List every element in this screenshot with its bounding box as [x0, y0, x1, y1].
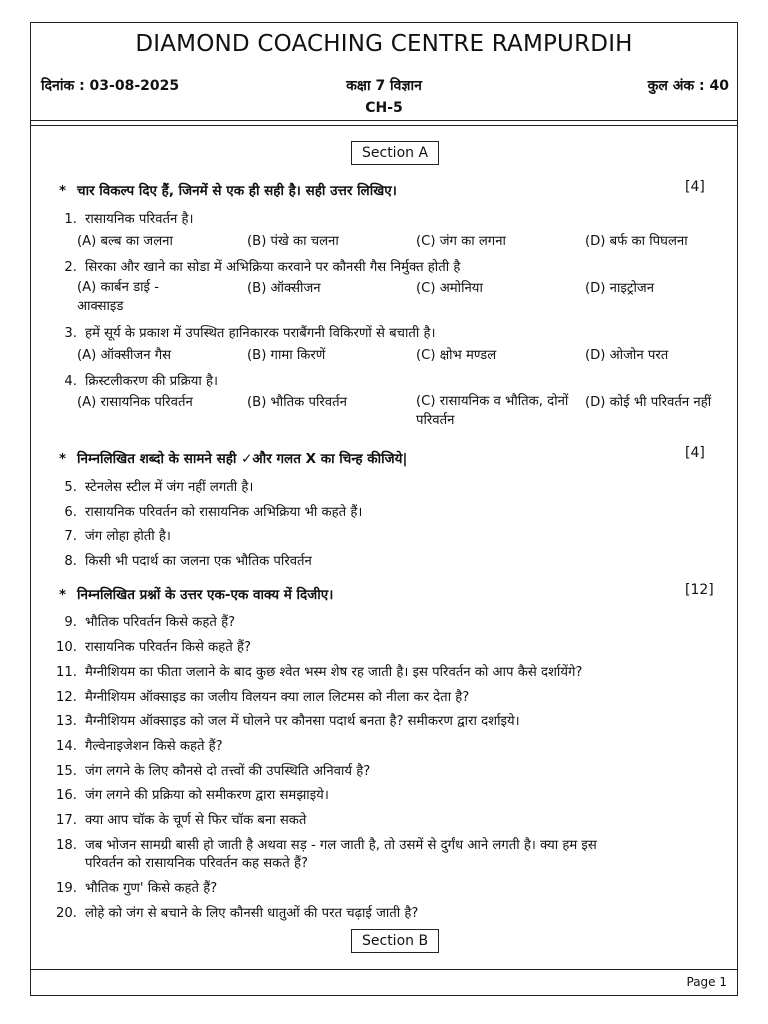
question-text: भौतिक परिवर्तन किसे कहते हैं? [85, 615, 236, 630]
instruction-short-answer [59, 585, 333, 603]
question-text: सिरका और खाने का सोडा में अभिक्रिया करवाने पर कौनसी गैस निर्मुक्त होती है [85, 260, 461, 275]
question-6 [49, 502, 362, 520]
question-number: 2. [64, 260, 77, 275]
question-number: 3. [64, 326, 77, 341]
question-12 [49, 687, 469, 705]
section-a-label: Section A [351, 141, 439, 165]
question-text: मैग्नीशियम का फीता जलाने के बाद कुछ श्वेत भस्म शेष रह जाती है। इस परिवर्तन को आप कैसे दर्शायेंगे? [85, 665, 583, 680]
question-18-continued: परिवर्तन को रासायनिक परिवर्तन कह सकते हैं? [85, 856, 308, 871]
question-number: 15. [56, 764, 77, 779]
marks-short-answer: [12] [685, 582, 714, 598]
question-number: 14. [56, 739, 77, 754]
option-d: (D) ओजोन परत [585, 348, 669, 363]
option-a: (A) कार्बन डाई - आक्साइड [77, 280, 159, 314]
question-number: 6. [64, 505, 77, 520]
option-c: (C) जंग का लगना [416, 234, 506, 249]
option-a: (A) ऑक्सीजन गैस [77, 348, 172, 363]
question-number: 7. [64, 529, 77, 544]
question-text: क्रिस्टलीकरण की प्रक्रिया है। [85, 374, 218, 389]
option-b: (B) ऑक्सीजन [247, 281, 321, 296]
header-divider-bottom [31, 125, 737, 126]
question-text: स्टेनलेस स्टील में जंग नहीं लगती है। [85, 480, 254, 495]
question-number: 10. [56, 640, 77, 655]
question-text: मैग्नीशियम ऑक्साइड को जल में घोलने पर कौनसा पदार्थ बनता है? समीकरण द्वारा दर्शाइये। [85, 714, 520, 729]
option-c: (C) अमोनिया [416, 281, 483, 296]
question-text: जंग लगने की प्रक्रिया को समीकरण द्वारा समझाइये। [85, 788, 329, 803]
instruction-text: निम्नलिखित प्रश्नों के उत्तर एक-एक वाक्य में दिजीए। [77, 587, 334, 603]
instruction-truefalse [59, 449, 407, 467]
question-3 [49, 323, 436, 341]
option-a: (A) बल्ब का जलना [77, 234, 173, 249]
question-text: गैल्वेनाइजेशन किसे कहते हैं? [85, 739, 223, 754]
question-number: 19. [56, 881, 77, 896]
option-b: (B) पंखे का चलना [247, 234, 339, 249]
question-number: 11. [56, 665, 77, 680]
question-number: 9. [64, 615, 77, 630]
footer-divider [31, 969, 737, 970]
marks-mcq: [4] [685, 179, 705, 195]
question-text: जब भोजन सामग्री बासी हो जाती है अथवा सड़ - गल जाती है, तो उसमें से दुर्गंध आने लगती है। क्या हम इस [85, 838, 597, 853]
bullet-star-icon: * [59, 183, 67, 199]
question-10 [49, 637, 251, 655]
question-4 [49, 371, 218, 389]
question-text: जंग लोहा होती है। [85, 529, 171, 544]
chapter-label: CH-5 [365, 100, 403, 116]
section-b-label: Section B [351, 929, 439, 953]
question-17 [49, 810, 306, 828]
bullet-star-icon: * [59, 587, 67, 603]
question-number: 12. [56, 690, 77, 705]
question-number: 5. [64, 480, 77, 495]
question-13 [49, 711, 520, 729]
bullet-star-icon: * [59, 451, 67, 467]
question-1 [49, 209, 194, 227]
question-number: 16. [56, 788, 77, 803]
question-text: हमें सूर्य के प्रकाश में उपस्थित हानिकारक पराबैंगनी विकिरणों से बचाती है। [85, 326, 436, 341]
question-number: 1. [64, 212, 77, 227]
option-d: (D) कोई भी परिवर्तन नहीं [585, 395, 712, 410]
page-frame [30, 22, 738, 996]
instruction-mcq [59, 181, 397, 199]
header-divider-top [31, 120, 737, 121]
question-16 [49, 785, 329, 803]
question-7 [49, 526, 171, 544]
question-text: क्या आप चॉक के चूर्ण से फिर चॉक बना सकते [85, 813, 307, 828]
question-2 [49, 257, 460, 275]
question-number: 8. [64, 554, 77, 569]
question-text: किसी भी पदार्थ का जलना एक भौतिक परिवर्तन [85, 554, 312, 569]
question-8 [49, 551, 312, 569]
question-text: भौतिक गुण' किसे कहते हैं? [85, 881, 218, 896]
question-text: जंग लगने के लिए कौनसे दो तत्त्वों की उपस्थिति अनिवार्य है? [85, 764, 371, 779]
question-text: रासायनिक परिवर्तन को रासायनिक अभिक्रिया भी कहते हैं। [85, 505, 363, 520]
question-number: 13. [56, 714, 77, 729]
question-19 [49, 878, 217, 896]
marks-truefalse: [4] [685, 445, 705, 461]
question-text: रासायनिक परिवर्तन है। [85, 212, 194, 227]
option-d: (D) नाइट्रोजन [585, 281, 655, 296]
question-number: 20. [56, 906, 77, 921]
question-14 [49, 736, 223, 754]
option-b: (B) गामा किरणें [247, 348, 326, 363]
option-c: (C) रासायनिक व भौतिक, दोनों परिवर्तन [416, 394, 569, 428]
question-15 [49, 761, 370, 779]
class-subject: कक्षा 7 विज्ञान [346, 78, 422, 94]
question-number: 17. [56, 813, 77, 828]
page-number: Page 1 [686, 975, 727, 989]
option-b: (B) भौतिक परिवर्तन [247, 395, 347, 410]
question-18 [49, 835, 597, 853]
question-text: रासायनिक परिवर्तन किसे कहते हैं? [85, 640, 251, 655]
option-a: (A) रासायनिक परिवर्तन [77, 395, 193, 410]
question-9 [49, 612, 235, 630]
question-number: 4. [64, 374, 77, 389]
question-number: 18. [56, 838, 77, 853]
question-5 [49, 477, 253, 495]
option-c: (C) क्षोभ मण्डल [416, 348, 497, 363]
question-text: लोहे को जंग से बचाने के लिए कौनसी धातुओं की परत चढ़ाई जाती है? [85, 906, 419, 921]
question-text: मैग्नीशियम ऑक्साइड का जलीय विलयन क्या लाल लिटमस को नीला कर देता है? [85, 690, 470, 705]
instruction-text: चार विकल्प दिए हैं, जिनमें से एक ही सही है। सही उत्तर लिखिए। [77, 183, 397, 199]
question-20 [49, 903, 418, 921]
question-11 [49, 662, 582, 680]
instruction-text: निम्नलिखित शब्दो के सामने सही ✓और गलत X का चिन्ह कीजिये| [77, 451, 408, 467]
exam-date: दिनांक : 03-08-2025 [41, 78, 180, 94]
total-marks: कुल अंक : 40 [647, 78, 729, 94]
page-title: DIAMOND COACHING CENTRE RAMPURDIH [135, 31, 633, 57]
option-d: (D) बर्फ का पिघलना [585, 234, 688, 249]
